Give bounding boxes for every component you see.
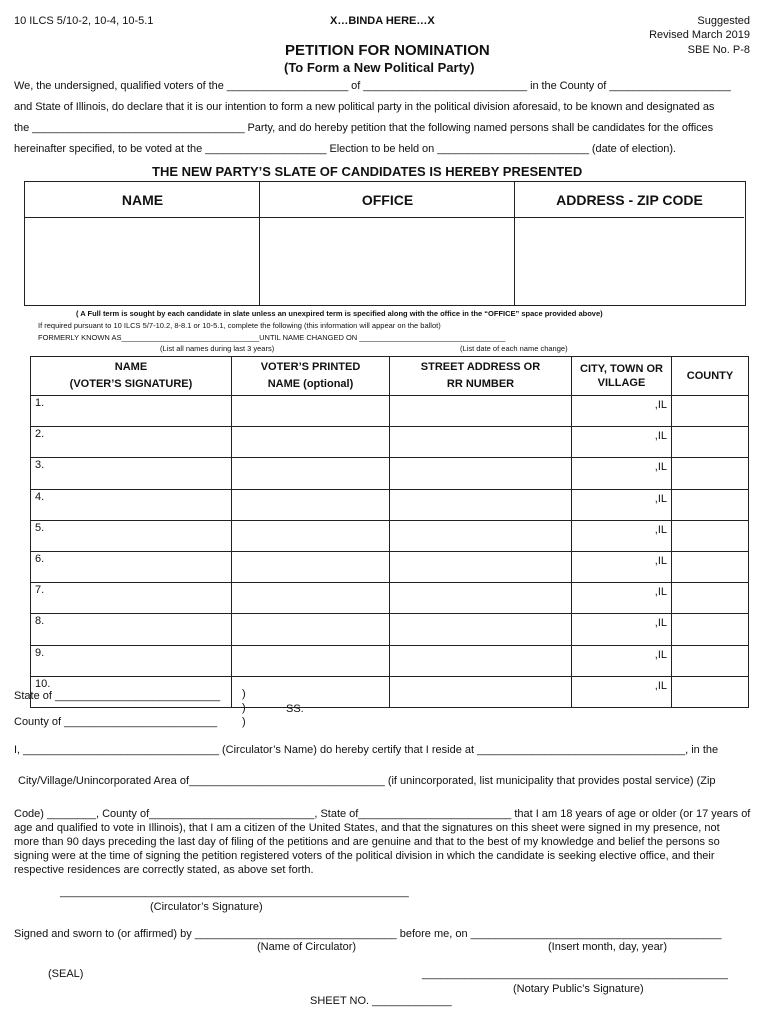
statute-reference: 10 ILCS 5/10-2, 10-4, 10-5.1: [14, 15, 154, 27]
header-county: COUNTY: [672, 357, 749, 396]
list-names-note: (List all names during last 3 years): [160, 344, 275, 353]
circulator-name-label: (Name of Circulator): [257, 941, 357, 953]
county-cell[interactable]: [672, 645, 749, 676]
slate-heading: THE NEW PARTY’S SLATE OF CANDIDATES IS HEREBY PRESENTED: [152, 164, 583, 179]
signature-table-header: [31, 357, 749, 396]
intro-line-2: and State of Illinois, do declare that it is our intention to form a new political party in the political division aforesaid, to be known and designated as: [14, 101, 715, 113]
county-cell[interactable]: [672, 676, 749, 707]
printed-name-cell[interactable]: [232, 489, 390, 520]
street-address-cell[interactable]: [390, 458, 572, 489]
printed-name-cell[interactable]: [232, 614, 390, 645]
county-of-line: County of _________________________: [14, 716, 218, 728]
bracket-3: ): [242, 716, 246, 728]
city-cell[interactable]: ,IL: [572, 676, 672, 707]
voter-signature-cell[interactable]: 4.: [31, 489, 232, 520]
circulator-signature-line: _________________________________________________________: [60, 886, 409, 898]
county-cell[interactable]: [672, 583, 749, 614]
city-cell[interactable]: ,IL: [572, 458, 672, 489]
if-required-note: If required pursuant to 10 ILCS 5/7-10.2, 8-8.1 or 10-5.1, complete the following (this information will appear on the ballot): [38, 321, 441, 330]
slate-table: [24, 181, 746, 306]
state-of-line: State of ___________________________: [14, 690, 221, 702]
county-cell[interactable]: [672, 551, 749, 582]
street-address-cell[interactable]: [390, 676, 572, 707]
signature-row: [31, 427, 749, 458]
printed-name-cell[interactable]: [232, 676, 390, 707]
county-cell[interactable]: [672, 489, 749, 520]
signature-row: [31, 551, 749, 582]
signature-row: [31, 489, 749, 520]
county-cell[interactable]: [672, 614, 749, 645]
header-voter-signature: NAME (VOTER’S SIGNATURE): [31, 357, 232, 396]
street-address-cell[interactable]: [390, 427, 572, 458]
sheet-number: SHEET NO. _____________: [310, 995, 452, 1007]
date-label: (Insert month, day, year): [548, 941, 668, 953]
signature-row: [31, 458, 749, 489]
affidavit-line-3: more than 90 days preceding the last day of filing of the petitions and are genuine and that to the best of my knowledge and belief the persons so: [14, 836, 720, 848]
street-address-cell[interactable]: [390, 396, 572, 427]
street-address-cell[interactable]: [390, 614, 572, 645]
printed-name-cell[interactable]: [232, 458, 390, 489]
revised-date: Revised March 2019: [649, 29, 750, 41]
street-address-cell[interactable]: [390, 645, 572, 676]
affidavit-line-4: signing were at the time of signing the petition registered voters of the political division in which the candidate is seeking elective office, and their: [14, 850, 715, 862]
slate-header-address: ADDRESS - ZIP CODE: [515, 182, 744, 218]
city-village-line: City/Village/Unincorporated Area of________________________________ (if unincorporated, list municipality that provides postal service) (Zip: [18, 775, 716, 787]
slate-header-office: OFFICE: [260, 182, 515, 218]
header-street-address: STREET ADDRESS OR RR NUMBER: [390, 357, 572, 396]
notary-signature-line: __________________________________________________: [422, 968, 728, 980]
city-cell[interactable]: ,IL: [572, 427, 672, 458]
street-address-cell[interactable]: [390, 551, 572, 582]
page-title: PETITION FOR NOMINATION: [285, 42, 490, 59]
intro-line-4: hereinafter specified, to be voted at the ____________________ Election to be held on _________________________ (date of election).: [14, 143, 676, 155]
city-cell[interactable]: ,IL: [572, 551, 672, 582]
city-cell[interactable]: ,IL: [572, 614, 672, 645]
voter-signature-cell[interactable]: 6.: [31, 551, 232, 582]
slate-header-name: NAME: [25, 182, 260, 218]
header-printed-name: VOTER’S PRINTED NAME (optional): [232, 357, 390, 396]
list-dates-note: (List date of each name change): [460, 344, 568, 353]
printed-name-cell[interactable]: [232, 645, 390, 676]
voter-signature-cell[interactable]: 1.: [31, 396, 232, 427]
voter-signature-cell[interactable]: 3.: [31, 458, 232, 489]
city-cell[interactable]: ,IL: [572, 583, 672, 614]
voter-signature-cell[interactable]: 10.: [31, 676, 232, 707]
city-cell[interactable]: ,IL: [572, 645, 672, 676]
signature-row: [31, 645, 749, 676]
street-address-cell[interactable]: [390, 583, 572, 614]
intro-line-3: the ___________________________________ Party, and do hereby petition that the following named persons shall be candidates for the offices: [14, 122, 714, 134]
city-cell[interactable]: ,IL: [572, 489, 672, 520]
printed-name-cell[interactable]: [232, 551, 390, 582]
voter-signature-cell[interactable]: 8.: [31, 614, 232, 645]
ss-label: SS.: [286, 703, 304, 715]
county-cell[interactable]: [672, 427, 749, 458]
notary-signature-label: (Notary Public’s Signature): [513, 983, 644, 995]
signature-row: [31, 520, 749, 551]
formerly-known-as-line: FORMERLY KNOWN AS_________________________________UNTIL NAME CHANGED ON ___________________________________: [38, 333, 506, 342]
certify-line: I, ________________________________ (Circulator’s Name) do hereby certify that I reside at __________________________________, in the: [14, 744, 719, 756]
page-subtitle: (To Form a New Political Party): [284, 60, 475, 75]
full-term-note: ( A Full term is sought by each candidate in slate unless an unexpired term is specified along with the office in the “OFFICE” space provided above): [76, 309, 603, 318]
header-city: CITY, TOWN OR VILLAGE: [572, 357, 672, 396]
signature-table: [30, 356, 749, 708]
county-cell[interactable]: [672, 458, 749, 489]
affidavit-line-5: respective residences are correctly stated, as above set forth.: [14, 864, 314, 876]
circulator-signature-label: (Circulator’s Signature): [150, 901, 263, 913]
street-address-cell[interactable]: [390, 489, 572, 520]
voter-signature-cell[interactable]: 9.: [31, 645, 232, 676]
county-cell[interactable]: [672, 520, 749, 551]
signature-row: [31, 614, 749, 645]
form-number: SBE No. P-8: [687, 44, 750, 56]
bind-here-marker: X…BINDA HERE…X: [330, 15, 435, 27]
seal-label: (SEAL): [48, 968, 84, 980]
affidavit-line-2: age and qualified to vote in Illinois), that I am a citizen of the United States, and that the signatures on this sheet were signed in my presence, not: [14, 822, 720, 834]
bracket-1: ): [242, 688, 246, 700]
county-cell[interactable]: [672, 396, 749, 427]
printed-name-cell[interactable]: [232, 396, 390, 427]
voter-signature-cell[interactable]: 7.: [31, 583, 232, 614]
city-cell[interactable]: ,IL: [572, 520, 672, 551]
intro-line-1: We, the undersigned, qualified voters of the ____________________ of ___________________________ in the County of ____________________: [14, 80, 731, 92]
voter-signature-cell[interactable]: 2.: [31, 427, 232, 458]
sworn-line: Signed and sworn to (or affirmed) by _________________________________ before me, on _________________________________________: [14, 928, 722, 940]
signature-row: [31, 396, 749, 427]
printed-name-cell[interactable]: [232, 427, 390, 458]
bracket-2: ): [242, 702, 246, 714]
street-address-cell[interactable]: [390, 520, 572, 551]
city-cell[interactable]: ,IL: [572, 396, 672, 427]
printed-name-cell[interactable]: [232, 520, 390, 551]
affidavit-line-1: Code) ________, County of___________________________, State of_________________________ that I am 18 years of age or older (or 17 years of: [14, 808, 751, 820]
suggested-label: Suggested: [697, 15, 750, 27]
printed-name-cell[interactable]: [232, 583, 390, 614]
voter-signature-cell[interactable]: 5.: [31, 520, 232, 551]
signature-row: [31, 583, 749, 614]
